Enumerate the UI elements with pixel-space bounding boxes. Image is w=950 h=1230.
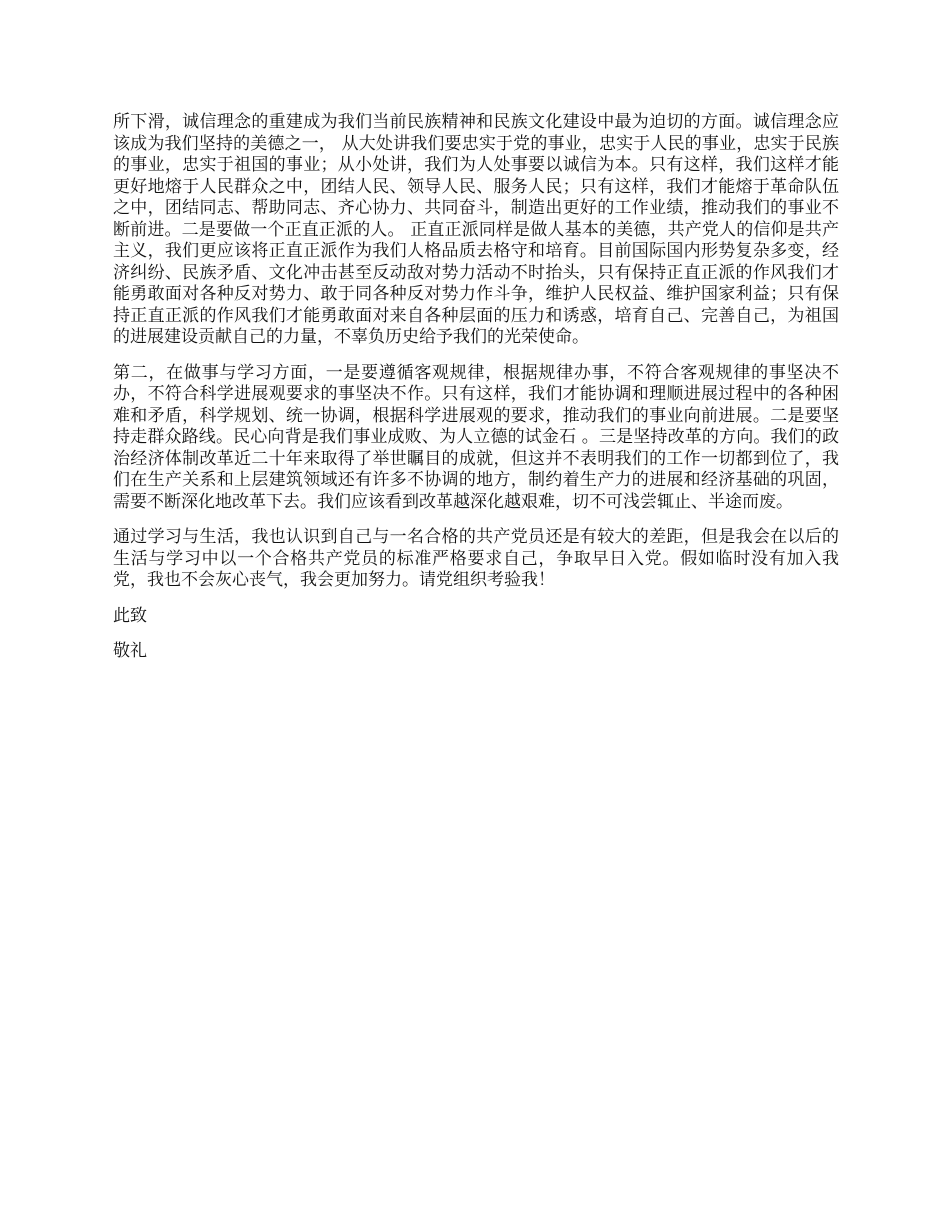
document-body bbox=[113, 112, 839, 677]
closing-regards: 敬礼 bbox=[113, 641, 147, 661]
paragraph-integrity-and-integrity-character: 所下滑，诚信理念的重建成为我们当前民族精神和民族文化建设中最为迫切的方面。诚信理念应该成为我们坚持的美德之一， 从大处讲我们要忠实于党的事业，忠实于人民的事业，忠实于民族的事业，忠实于祖国的事业；从小处讲，我们为人处事要以诚信为本。只有这样，我们这样才能更好地熔于人民群众之中，团结人民、领导人民、服务人民；只有这样，我们才能熔于革命队伍之中，团结同志、帮助同志、齐心协力、共同奋斗，制造出更好的工作业绩，推动我们的事业不断前进。二是要做一个正直正派的人。 正直正派同样是做人基本的美德，共产党人的信仰是共产主义，我们更应该将正直正派作为我们人格品质去格守和培育。目前国际国内形势复杂多变，经济纠纷、民族矛盾、文化冲击甚至反动敌对势力活动不时抬头，只有保持正直正派的作风我们才能勇敢面对各种反对势力、敢于同各种反对势力作斗争，维护人民权益、维护国家利益；只有保持正直正派的作风我们才能勇敢面对来自各种层面的压力和诱惑，培育自己、完善自己，为祖国的进展建设贡献自己的力量，不辜负历史给予我们的光荣使命。 bbox=[113, 112, 839, 347]
paragraph-self-assessment: 通过学习与生活，我也认识到自己与一名合格的共产党员还是有较大的差距，但是我会在以后的生活与学习中以一个合格共产党员的标准严格要求自己，争取早日入党。假如临时没有加入我党，我也不会灰心丧气，我会更加努力。请党组织考验我！ bbox=[113, 527, 839, 590]
closing-salutation: 此致 bbox=[113, 605, 147, 626]
paragraph-work-and-study: 第二，在做事与学习方面，一是要遵循客观规律，根据规律办事，不符合客观规律的事坚决不办，不符合科学进展观要求的事坚决不作。只有这样，我们才能协调和理顺进展过程中的各种困难和矛盾，科学规划、统一协调，根据科学进展观的要求，推动我们的事业向前进展。二是要坚持走群众路线。民心向背是我们事业成败、为人立德的试金石 。三是坚持改革的方向。我们的政治经济体制改革近二十年来取得了举世瞩目的成就，但这并不表明我们的工作一切都到位了，我们在生产关系和上层建筑领域还有许多不协调的地方，制约着生产力的进展和经济基础的巩固，需要不断深化地改革下去。我们应该看到改革越深化越艰难，切不可浅尝辄止、半途而废。 bbox=[113, 362, 839, 512]
